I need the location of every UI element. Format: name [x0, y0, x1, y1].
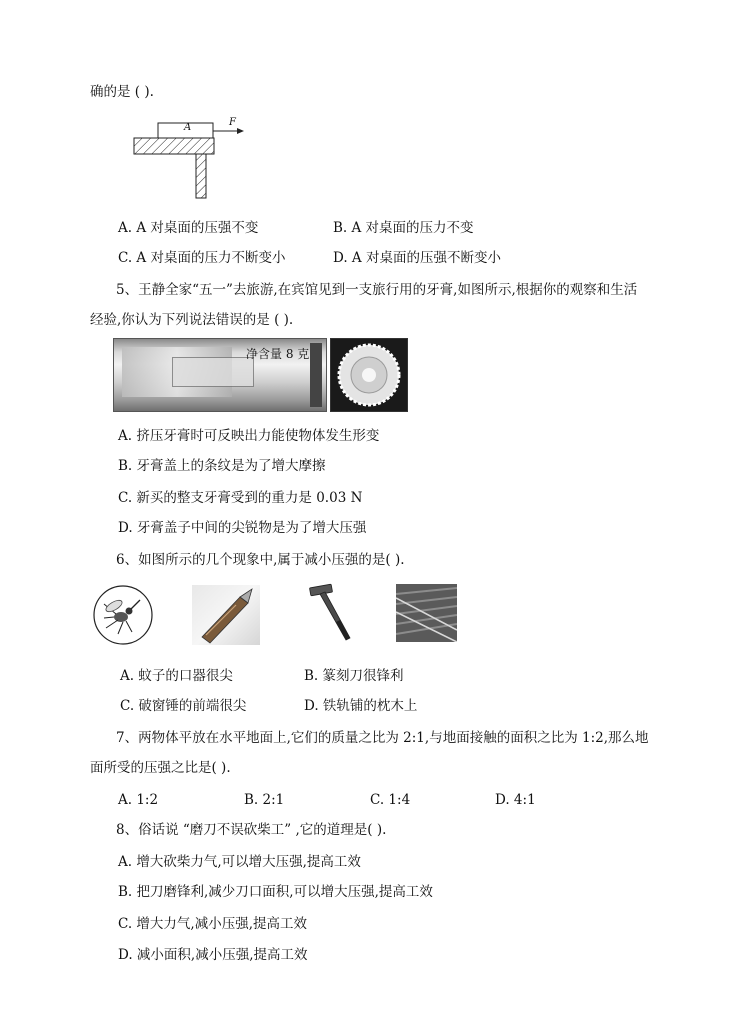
q5-option-d: D. 牙膏盖子中间的尖锐物是为了增大压强	[118, 520, 367, 536]
q4-option-d: D. A 对桌面的压强不断变小	[333, 250, 501, 266]
toothpaste-tube-image	[113, 338, 327, 412]
q7-option-b: B. 2:1	[244, 792, 285, 808]
q7-stem-line1: 7、两物体平放在水平地面上,它们的质量之比为 2:1,与地面接触的面积之比为 1:2,那么地	[116, 730, 649, 746]
q8-option-b: B. 把刀磨锋利,减少刀口面积,可以增大压强,提高工效	[118, 884, 433, 900]
force-label-f: F	[229, 117, 236, 128]
block-label-a: A	[184, 122, 192, 133]
carving-knife-icon	[192, 585, 260, 645]
toothpaste-cap-image	[330, 338, 408, 412]
railway-track-icon	[396, 584, 457, 642]
q5-option-a: A. 挤压牙膏时可反映出力能使物体发生形变	[118, 428, 380, 444]
q5-option-b: B. 牙膏盖上的条纹是为了增大摩擦	[118, 458, 326, 474]
q4-option-c: C. A 对桌面的压力不断变小	[118, 250, 286, 266]
q6-option-a: A. 蚊子的口器很尖	[120, 668, 233, 684]
q8-option-a: A. 增大砍柴力气,可以增大压强,提高工效	[118, 854, 361, 870]
q6-option-c: C. 破窗锤的前端很尖	[120, 698, 247, 714]
q6-option-b: B. 篆刻刀很锋利	[304, 668, 404, 684]
mosquito-icon	[92, 584, 154, 646]
hammer-icon	[306, 582, 354, 644]
q4-option-b: B. A 对桌面的压力不变	[333, 220, 474, 236]
q6-option-d: D. 铁轨铺的枕木上	[304, 698, 418, 714]
q8-option-d: D. 减小面积,减小压强,提高工效	[118, 947, 308, 963]
q5-option-c: C. 新买的整支牙膏受到的重力是 0.03 N	[118, 490, 363, 506]
q4-block-table-figure	[128, 118, 258, 200]
q4-stem-tail: 确的是 ( ).	[90, 84, 154, 100]
q8-option-c: C. 增大力气,减小压强,提高工效	[118, 916, 308, 932]
q4-option-a: A. A 对桌面的压强不变	[118, 220, 259, 236]
q7-stem-line2: 面所受的压强之比是( ).	[90, 760, 231, 776]
q5-stem-line1: 5、王静全家“五一”去旅游,在宾馆见到一支旅行用的牙膏,如图所示,根据你的观察和生活	[116, 282, 638, 298]
q8-stem: 8、俗话说 “磨刀不误砍柴工” ,它的道理是( ).	[116, 822, 387, 838]
q7-option-d: D. 4:1	[495, 792, 536, 808]
net-weight-label: 净含量 8 克	[246, 347, 310, 361]
q5-stem-line2: 经验,你认为下列说法错误的是 ( ).	[90, 312, 294, 328]
q7-option-a: A. 1:2	[118, 792, 159, 808]
q6-stem: 6、如图所示的几个现象中,属于减小压强的是( ).	[116, 552, 405, 568]
q7-option-c: C. 1:4	[370, 792, 411, 808]
